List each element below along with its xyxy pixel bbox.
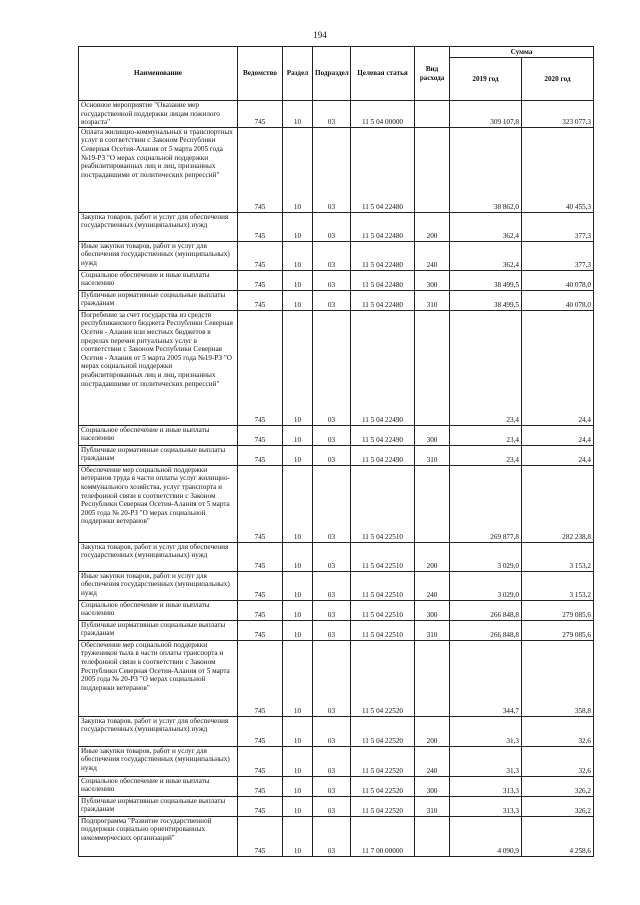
- row-ministry: 745: [238, 640, 283, 716]
- row-ministry: 745: [238, 445, 283, 465]
- row-name: Обеспечение мер социальной поддержки тружеников тыла в части оплаты транспорта и телефонной связи в соответствии с Законом Республики Северная Осетия-Алания от 5 марта 2005 года № 20-РЗ "О мерах социальной поддержки ветеранов": [79, 640, 238, 716]
- row-expense-type: 310: [415, 445, 450, 465]
- row-section: 10: [283, 310, 313, 425]
- row-subsection: 03: [313, 620, 351, 640]
- row-target: 11 5 04 22490: [351, 445, 415, 465]
- table-row: [79, 465, 594, 542]
- row-target: 11 5 04 22510: [351, 465, 415, 542]
- row-ministry: 745: [238, 776, 283, 796]
- row-target: 11 5 04 22480: [351, 241, 415, 270]
- row-amount-2020: 3 153,2: [522, 542, 594, 571]
- row-subsection: 03: [313, 212, 351, 241]
- row-target: 11 7 00 00000: [351, 816, 415, 856]
- row-target: 11 5 04 22480: [351, 212, 415, 241]
- row-ministry: 745: [238, 542, 283, 571]
- row-expense-type: 200: [415, 212, 450, 241]
- row-subsection: 03: [313, 600, 351, 620]
- row-section: 10: [283, 600, 313, 620]
- row-name: Подпрограмма "Развитие государственной поддержки социально ориентированных некоммерческих организаций": [79, 816, 238, 856]
- row-amount-2019: 313,3: [450, 776, 522, 796]
- row-section: 10: [283, 101, 313, 128]
- row-ministry: 745: [238, 310, 283, 425]
- row-target: 11 5 04 22490: [351, 425, 415, 445]
- row-target: 11 5 04 22510: [351, 620, 415, 640]
- row-amount-2020: 40 455,3: [522, 127, 594, 212]
- row-amount-2020: 24,4: [522, 310, 594, 425]
- row-subsection: 03: [313, 796, 351, 816]
- row-name: Социальное обеспечение и иные выплаты населению: [79, 600, 238, 620]
- table-row: [79, 746, 594, 776]
- row-expense-type: 240: [415, 746, 450, 776]
- row-amount-2020: 32,6: [522, 746, 594, 776]
- header-expense-type: Вид расхода: [415, 47, 450, 101]
- row-subsection: 03: [313, 270, 351, 290]
- table-row: [79, 776, 594, 796]
- row-section: 10: [283, 241, 313, 270]
- row-ministry: 745: [238, 746, 283, 776]
- row-section: 10: [283, 270, 313, 290]
- row-expense-type: 240: [415, 571, 450, 600]
- row-amount-2020: 32,6: [522, 716, 594, 746]
- header-target: Целевая статья: [351, 47, 415, 101]
- header-ministry: Ведомство: [238, 47, 283, 101]
- row-expense-type: 200: [415, 716, 450, 746]
- row-expense-type: [415, 816, 450, 856]
- row-amount-2020: 377,3: [522, 241, 594, 270]
- header-subsection: Подраздел: [313, 47, 351, 101]
- budget-table: [78, 46, 594, 857]
- header-year-2019: 2019 год: [450, 58, 522, 101]
- row-ministry: 745: [238, 101, 283, 128]
- row-expense-type: [415, 640, 450, 716]
- row-amount-2020: 326,2: [522, 776, 594, 796]
- row-ministry: 745: [238, 816, 283, 856]
- row-target: 11 5 04 22510: [351, 542, 415, 571]
- row-ministry: 745: [238, 212, 283, 241]
- row-target: 11 5 04 22510: [351, 571, 415, 600]
- row-section: 10: [283, 542, 313, 571]
- row-amount-2019: 31,3: [450, 746, 522, 776]
- row-section: 10: [283, 290, 313, 310]
- row-section: 10: [283, 816, 313, 856]
- header-sum: Сумма: [450, 47, 594, 58]
- row-amount-2020: 24,4: [522, 445, 594, 465]
- row-name: Иные закупки товаров, работ и услуг для обеспечения государственных (муниципальных) нужд: [79, 571, 238, 600]
- row-amount-2019: 344,7: [450, 640, 522, 716]
- row-amount-2020: 279 085,6: [522, 620, 594, 640]
- row-amount-2020: 3 153,2: [522, 571, 594, 600]
- row-subsection: 03: [313, 241, 351, 270]
- row-subsection: 03: [313, 310, 351, 425]
- row-expense-type: 300: [415, 776, 450, 796]
- table-row: [79, 542, 594, 571]
- table-row: [79, 571, 594, 600]
- row-expense-type: 200: [415, 542, 450, 571]
- row-target: 11 5 04 22520: [351, 640, 415, 716]
- row-name: Иные закупки товаров, работ и услуг для обеспечения государственных (муниципальных) нужд: [79, 746, 238, 776]
- row-subsection: 03: [313, 571, 351, 600]
- row-expense-type: 240: [415, 241, 450, 270]
- row-subsection: 03: [313, 465, 351, 542]
- row-expense-type: 310: [415, 620, 450, 640]
- row-amount-2019: 38 862,0: [450, 127, 522, 212]
- row-amount-2019: 362,4: [450, 212, 522, 241]
- row-amount-2019: 269 877,8: [450, 465, 522, 542]
- row-name: Погребение за счет государства из средств республиканского бюджета Республики Северная Осетия - Алания или местных бюджетов в пределах перечня ритуальных услуг в соответствии с Законом Республики Северная Осетия - Алания от 5 марта 2005 года №19-РЗ "О мерах социальной поддержки реабилитированных лиц и лиц, признанных пострадавшими от политических репрессий": [79, 310, 238, 425]
- table-row: [79, 796, 594, 816]
- row-expense-type: 300: [415, 270, 450, 290]
- row-amount-2019: 362,4: [450, 241, 522, 270]
- row-section: 10: [283, 425, 313, 445]
- row-expense-type: 310: [415, 290, 450, 310]
- row-target: 11 5 04 22480: [351, 127, 415, 212]
- row-subsection: 03: [313, 716, 351, 746]
- table-row: [79, 101, 594, 128]
- row-amount-2020: 4 258,6: [522, 816, 594, 856]
- row-amount-2019: 266 848,8: [450, 620, 522, 640]
- row-subsection: 03: [313, 776, 351, 796]
- row-name: Закупка товаров, работ и услуг для обеспечения государственных (муниципальных) нужд: [79, 212, 238, 241]
- table-row: [79, 127, 594, 212]
- row-name: Социальное обеспечение и иные выплаты населению: [79, 425, 238, 445]
- row-name: Закупка товаров, работ и услуг для обеспечения государственных (муниципальных) нужд: [79, 716, 238, 746]
- row-ministry: 745: [238, 620, 283, 640]
- row-amount-2019: 4 090,9: [450, 816, 522, 856]
- row-amount-2020: 326,2: [522, 796, 594, 816]
- row-expense-type: [415, 127, 450, 212]
- row-amount-2019: 23,4: [450, 425, 522, 445]
- row-target: 11 5 04 22490: [351, 310, 415, 425]
- row-target: 11 5 04 22520: [351, 776, 415, 796]
- row-section: 10: [283, 746, 313, 776]
- row-amount-2019: 38 499,5: [450, 290, 522, 310]
- row-target: 11 5 04 22520: [351, 716, 415, 746]
- table-row: [79, 640, 594, 716]
- row-amount-2020: 40 078,0: [522, 270, 594, 290]
- row-expense-type: [415, 465, 450, 542]
- row-ministry: 745: [238, 127, 283, 212]
- row-name: Публичные нормативные социальные выплаты гражданам: [79, 290, 238, 310]
- table-row: [79, 290, 594, 310]
- row-ministry: 745: [238, 465, 283, 542]
- row-ministry: 745: [238, 716, 283, 746]
- row-target: 11 5 04 22520: [351, 796, 415, 816]
- row-amount-2019: 23,4: [450, 445, 522, 465]
- header-name: Наименование: [79, 47, 238, 101]
- row-section: 10: [283, 212, 313, 241]
- row-amount-2019: 23,4: [450, 310, 522, 425]
- row-name: Социальное обеспечение и иные выплаты населению: [79, 270, 238, 290]
- row-target: 11 5 04 22480: [351, 270, 415, 290]
- row-subsection: 03: [313, 445, 351, 465]
- row-name: Обеспечение мер социальной поддержки ветеранов труда в части оплаты услуг жилищно-коммунального хозяйства, услуг транспорта и телефонной связи в соответствии с Законом Республики Северная Осетия-Алания от 5 марта 2005 года № 20-РЗ "О мерах социальной поддержки ветеранов": [79, 465, 238, 542]
- row-section: 10: [283, 796, 313, 816]
- table-row: [79, 241, 594, 270]
- table-row: [79, 425, 594, 445]
- row-expense-type: 300: [415, 425, 450, 445]
- row-ministry: 745: [238, 425, 283, 445]
- row-section: 10: [283, 127, 313, 212]
- table-row: [79, 212, 594, 241]
- row-ministry: 745: [238, 290, 283, 310]
- row-subsection: 03: [313, 542, 351, 571]
- row-amount-2019: 309 107,8: [450, 101, 522, 128]
- table-row: [79, 620, 594, 640]
- row-amount-2019: 3 029,0: [450, 571, 522, 600]
- row-amount-2019: 266 848,8: [450, 600, 522, 620]
- row-amount-2020: 323 077,3: [522, 101, 594, 128]
- row-amount-2020: 279 085,6: [522, 600, 594, 620]
- row-amount-2020: 358,8: [522, 640, 594, 716]
- row-ministry: 745: [238, 270, 283, 290]
- row-amount-2020: 282 238,8: [522, 465, 594, 542]
- header-section: Раздел: [283, 47, 313, 101]
- row-subsection: 03: [313, 101, 351, 128]
- table-row: [79, 270, 594, 290]
- table-row: [79, 816, 594, 856]
- row-subsection: 03: [313, 290, 351, 310]
- row-name: Публичные нормативные социальные выплаты гражданам: [79, 620, 238, 640]
- row-subsection: 03: [313, 640, 351, 716]
- row-subsection: 03: [313, 816, 351, 856]
- row-section: 10: [283, 445, 313, 465]
- row-target: 11 5 04 22520: [351, 746, 415, 776]
- row-ministry: 745: [238, 241, 283, 270]
- row-section: 10: [283, 571, 313, 600]
- row-expense-type: 310: [415, 796, 450, 816]
- row-ministry: 745: [238, 571, 283, 600]
- row-section: 10: [283, 640, 313, 716]
- row-amount-2019: 38 499,5: [450, 270, 522, 290]
- row-target: 11 5 04 22510: [351, 600, 415, 620]
- row-subsection: 03: [313, 127, 351, 212]
- row-expense-type: [415, 310, 450, 425]
- row-ministry: 745: [238, 796, 283, 816]
- row-expense-type: [415, 101, 450, 128]
- table-row: [79, 716, 594, 746]
- row-subsection: 03: [313, 425, 351, 445]
- row-expense-type: 300: [415, 600, 450, 620]
- row-section: 10: [283, 620, 313, 640]
- row-amount-2019: 313,3: [450, 796, 522, 816]
- header-year-2020: 2020 год: [522, 58, 594, 101]
- row-amount-2020: 24,4: [522, 425, 594, 445]
- row-amount-2019: 31,3: [450, 716, 522, 746]
- row-name: Публичные нормативные социальные выплаты гражданам: [79, 796, 238, 816]
- row-target: 11 5 04 00000: [351, 101, 415, 128]
- row-name: Закупка товаров, работ и услуг для обеспечения государственных (муниципальных) нужд: [79, 542, 238, 571]
- row-name: Основное мероприятие "Оказание мер государственной поддержки лицам пожилого возраста": [79, 101, 238, 128]
- row-section: 10: [283, 776, 313, 796]
- row-amount-2020: 377,3: [522, 212, 594, 241]
- row-name: Публичные нормативные социальные выплаты гражданам: [79, 445, 238, 465]
- row-target: 11 5 04 22480: [351, 290, 415, 310]
- row-section: 10: [283, 465, 313, 542]
- row-subsection: 03: [313, 746, 351, 776]
- table-row: [79, 445, 594, 465]
- row-amount-2020: 40 078,0: [522, 290, 594, 310]
- row-name: Оплата жилищно-коммунальных и транспортных услуг в соответствии с Законом Республики Северная Осетия-Алания от 5 марта 2005 года №19-РЗ "О мерах социальной поддержки реабилитированных лиц и лиц, признанных пострадавшими от политических репрессий": [79, 127, 238, 212]
- page-number: 194: [313, 30, 327, 40]
- table-row: [79, 600, 594, 620]
- row-name: Иные закупки товаров, работ и услуг для обеспечения государственных (муниципальных) нужд: [79, 241, 238, 270]
- table-row: [79, 310, 594, 425]
- row-section: 10: [283, 716, 313, 746]
- row-ministry: 745: [238, 600, 283, 620]
- row-amount-2019: 3 029,0: [450, 542, 522, 571]
- row-name: Социальное обеспечение и иные выплаты населению: [79, 776, 238, 796]
